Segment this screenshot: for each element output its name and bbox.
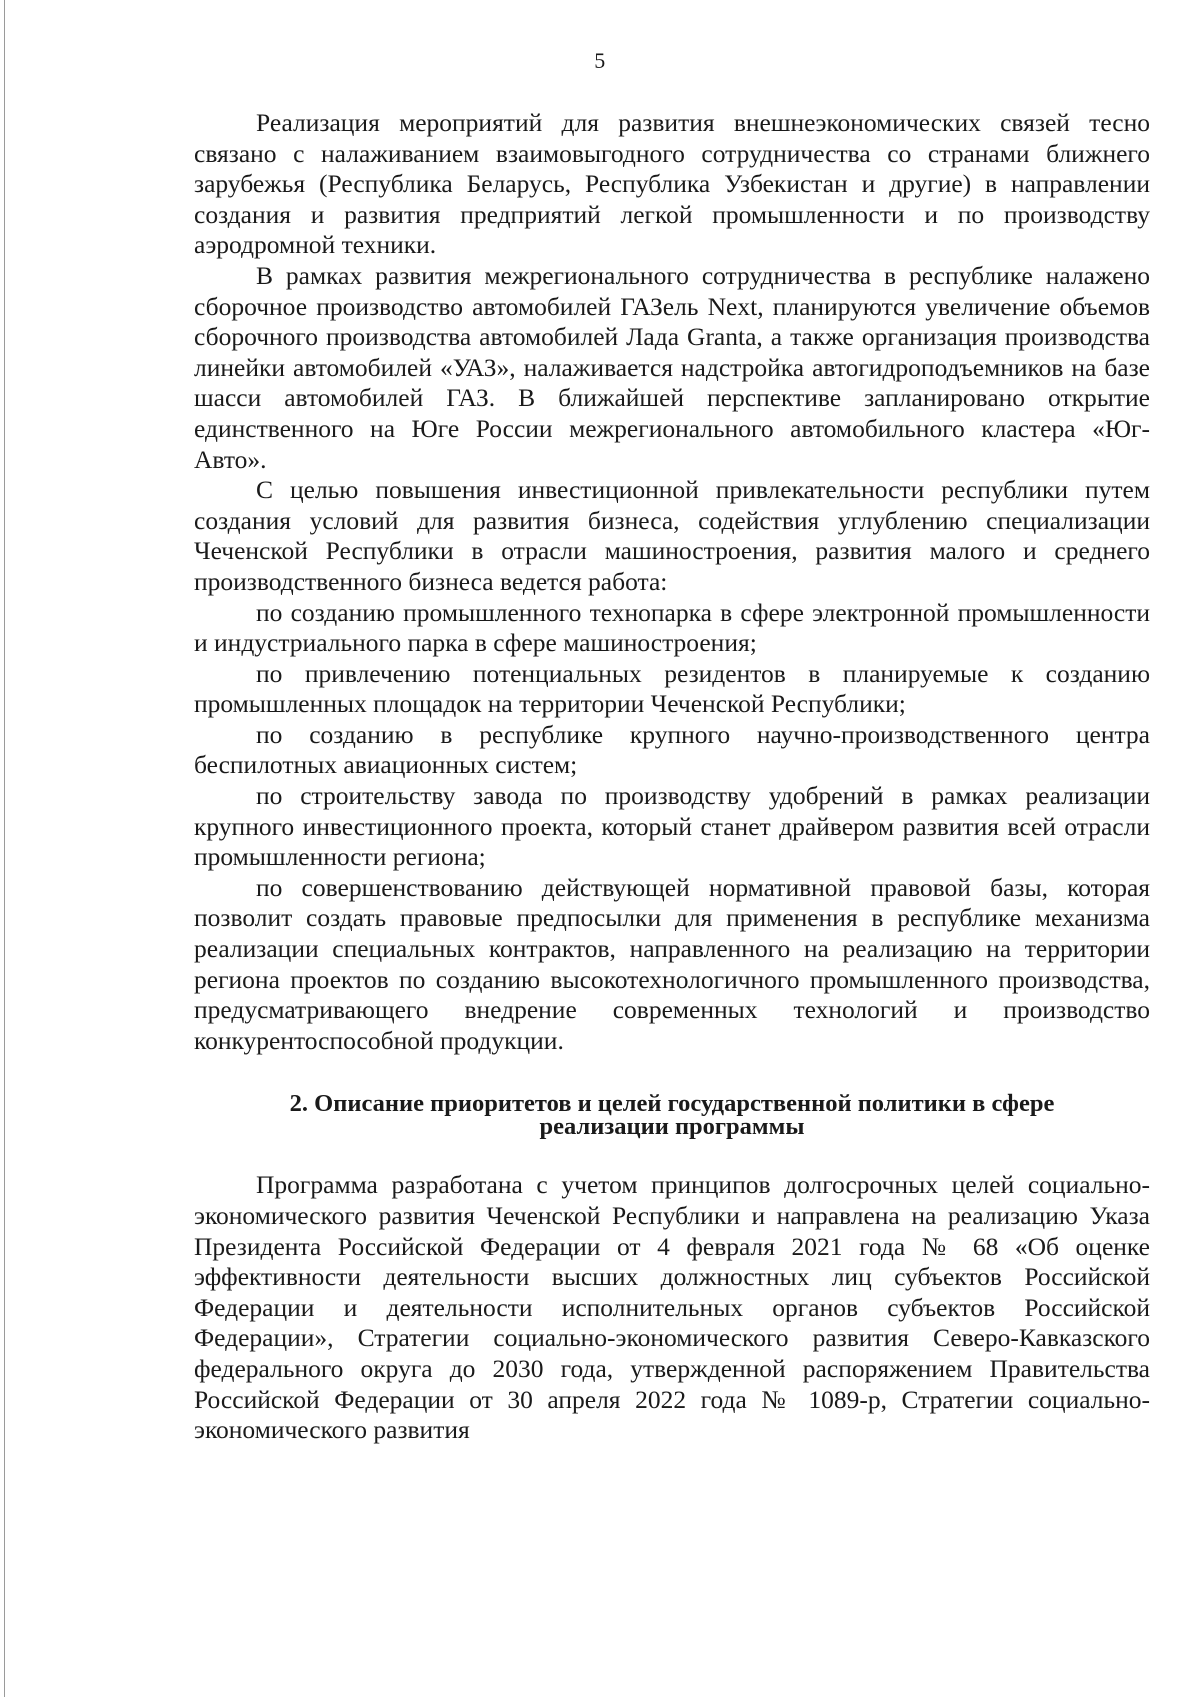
scan-border-line bbox=[4, 0, 5, 1697]
list-item-legal-framework: по совершенствованию действующей нормативной правовой базы, которая позволит создать правовые предпосылки для применения в республике механизма реализации специальных контрактов, направленного на реализацию на территории региона проектов по созданию высокотехнологичного промышленного производства, предусматривающего внедрение современных технологий и производство конкурентоспособной продукции. bbox=[194, 872, 1150, 1055]
page-number: 5 bbox=[594, 48, 606, 73]
paragraph-interregional: В рамках развития межрегионального сотрудничества в республике налажено сборочное производство автомобилей ГАЗель Next, планируются увеличение объемов сборочного производства автомобилей Лада Granta, а также организация производства линейки автомобилей «УАЗ», налаживается надстройка автогидроподъемников на базе шасси автомобилей ГАЗ. В ближайшей перспективе запланировано открытие единственного на Юге России межрегионального автомобильного кластера «Юг-Авто». bbox=[194, 260, 1150, 474]
paragraph-foreign-economic: Реализация мероприятий для развития внешнеэкономических связей тесно связано с налаживанием взаимовыгодного сотрудничества со странами ближнего зарубежья (Республика Беларусь, Республика Узбекистан и другие) в направлении создания и развития предприятий легкой промышленности и по производству аэродромной техники. bbox=[194, 108, 1150, 260]
list-item-technopark: по созданию промышленного технопарка в сфере электронной промышленности и индустриального парка в сфере машиностроения; bbox=[194, 597, 1150, 658]
list-item-fertilizer-plant: по строительству завода по производству удобрений в рамках реализации крупного инвестиционного проекта, который станет драйвером развития всей отрасли промышленности региона; bbox=[194, 781, 1150, 872]
paragraph-investment: С целью повышения инвестиционной привлекательности республики путем создания условий для развития бизнеса, содействия углублению специализации Чеченской Республики в отрасли машиностроения, развития малого и среднего производственного бизнеса ведется работа: bbox=[194, 475, 1150, 596]
list-item-drone-center: по созданию в республике крупного научно-производственного центра беспилотных авиационных систем; bbox=[194, 719, 1150, 780]
section-heading-line-2: реализации программы bbox=[539, 1113, 805, 1141]
section-heading bbox=[194, 1090, 1150, 1141]
section-heading-line-1: 2. Описание приоритетов и целей государственной политики в сфере bbox=[289, 1090, 1055, 1118]
paragraph-program-basis: Программа разработана с учетом принципов долгосрочных целей социально-экономического развития Чеченской Республики и направлена на реализацию Указа Президента Российской Федерации от 4 февраля 2021 года № 68 «Об оценке эффективности деятельности высших должностных лиц субъектов Российской Федерации и деятельности исполнительных органов субъектов Российской Федерации», Стратегии социально-экономического развития Северо-Кавказского федерального округа до 2030 года, утвержденной распоряжением Правительства Российской Федерации от 30 апреля 2022 года № 1089-р, Стратегии социально-экономического развития bbox=[194, 1170, 1150, 1445]
document-body bbox=[194, 108, 1150, 1446]
list-item-residents: по привлечению потенциальных резидентов в планируемые к созданию промышленных площадок на территории Чеченской Республики; bbox=[194, 658, 1150, 719]
